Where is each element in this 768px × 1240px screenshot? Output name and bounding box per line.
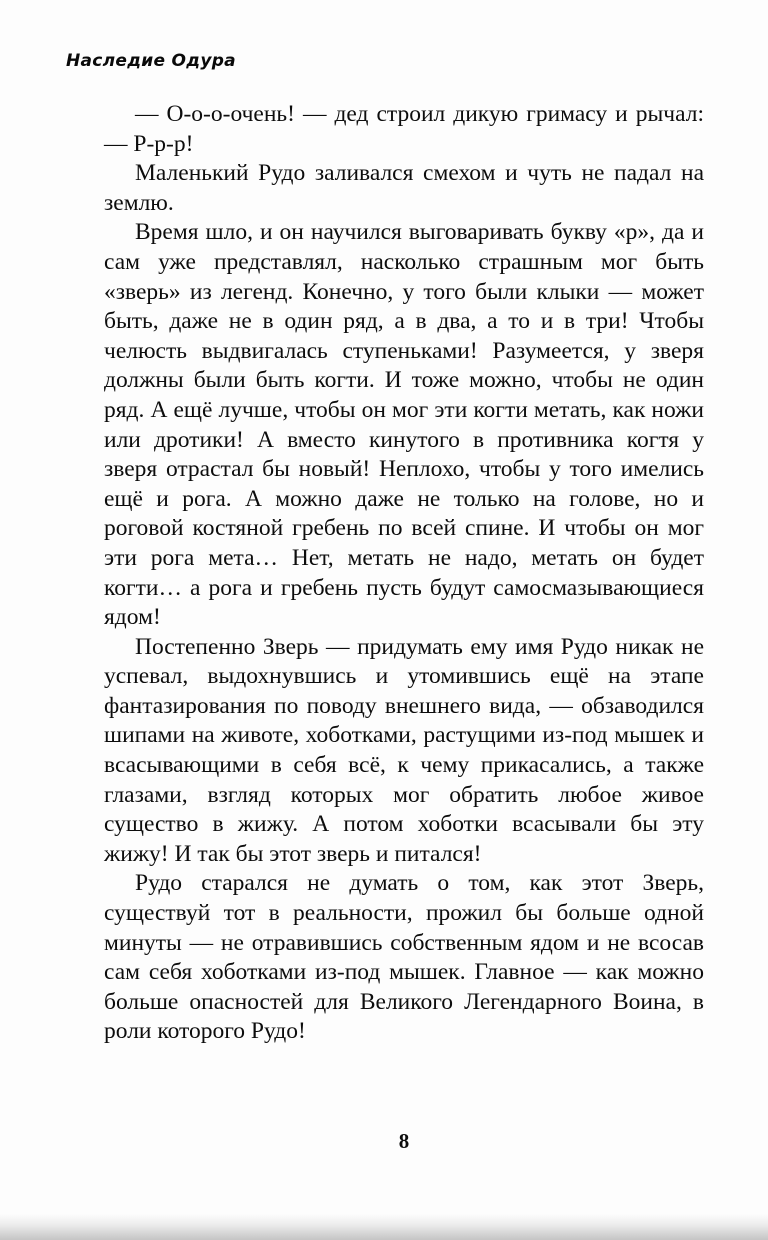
paragraph: Рудо старался не думать о том, как этот Зверь, существуй тот в реальности, прожил бы больше одной минуты — не отравившись собственным ядом и не всосав сам себя хоботками из-под мышек. Главное — как можно больше опасностей для Великого Легендарного Воина, в роли которого Рудо! (104, 870, 704, 1045)
paragraph: Постепенно Зверь — придумать ему имя Рудо никак не успевал, выдохнувшись и утомившись ещё на этапе фантазирования по поводу внешнего вида, — обзаводился шипами на животе, хоботками, растущими из-под мышек и всасывающими в себя всё, к чему прикасались, а также глазами, взгляд которых мог обратить любое живое существо в жижу. А потом хоботки всасывали бы эту жижу! И так бы этот зверь и питался! (104, 633, 704, 867)
paragraph: Время шло, и он научился выговаривать букву «р», да и сам уже представлял, насколько страшным мог быть «зверь» из легенд. Конечно, у того были клыки — может быть, даже не в один ряд, а в два, а то и в три! Чтобы челюсть выдвигалась ступеньками! Разумеется, у зверя должны были быть когти. И тоже можно, чтобы не один ряд. А ещё лучше, чтобы он мог эти когти метать, как ножи или дротики! А вместо кинутого в противника когтя у зверя отрастал бы новый! Неплохо, чтобы у того имелись ещё и рога. А можно даже не только на голове, но и роговой костяной гребень по всей спине. И чтобы он мог эти рога мета… Нет, метать не надо, метать он будет когти… а рога и гребень пусть будут самосмазывающиеся ядом! (104, 219, 704, 631)
page-number: 8 (398, 1129, 410, 1153)
page-edge-shadow (0, 1214, 768, 1240)
paragraph: Маленький Рудо заливался смехом и чуть не падал на землю. (104, 160, 704, 216)
text-block (104, 100, 704, 1047)
running-header: Наследие Одура (66, 51, 236, 71)
paragraph: — О-о-о-очень! — дед строил дикую гримасу и рычал: — Р-р-р! (104, 101, 704, 157)
